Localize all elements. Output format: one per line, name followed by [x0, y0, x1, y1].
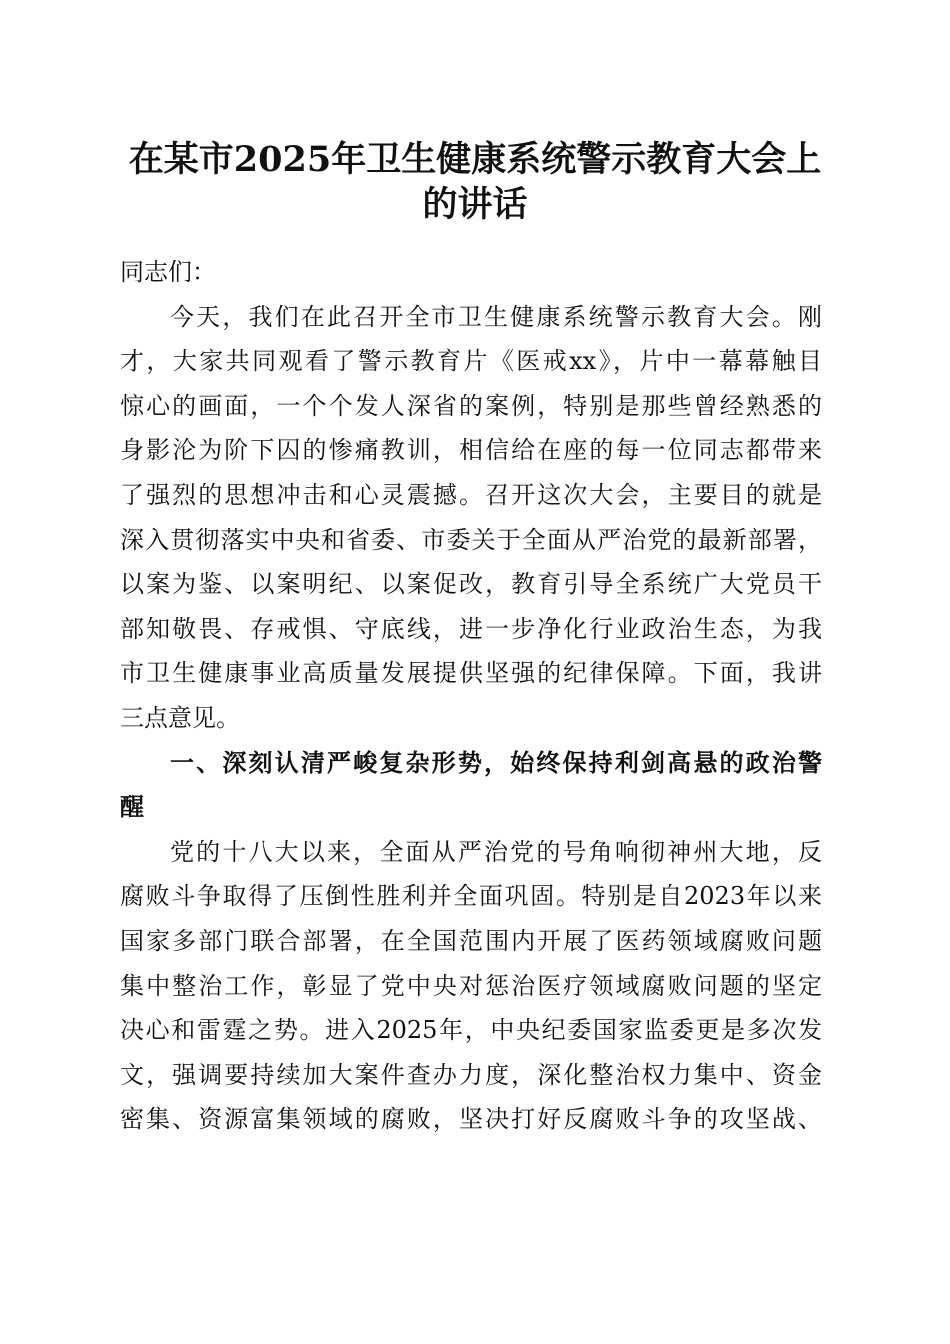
text-line: 深入贯彻落实中央和省委、市委关于全面从严治党的最新部署， [120, 525, 822, 554]
section-heading [120, 741, 822, 830]
text-line: 文，强调要持续加大案件查办力度，深化整治权力集中、资金 [120, 1060, 822, 1089]
text-line: 党的十八大以来，全面从严治党的号角响彻神州大地，反 [170, 837, 822, 866]
text-line: 才，大家共同观看了警示教育片《医戒xx》，片中一幕幕触目 [120, 347, 822, 376]
text-line: 集中整治工作，彰显了党中央对惩治医疗领域腐败问题的坚定 [120, 971, 822, 1000]
title-line-1: 在某市2025年卫生健康系统警示教育大会上 [128, 139, 822, 180]
title-line-2: 的讲话 [422, 184, 528, 225]
text-line: 一、深刻认清严峻复杂形势，始终保持利剑高悬的政治警 [170, 748, 822, 777]
document-body [120, 250, 822, 1142]
text-line: 国家多部门联合部署，在全国范围内开展了医药领域腐败问题 [120, 926, 822, 955]
text-line: 市卫生健康事业高质量发展提供坚强的纪律保障。下面，我讲 [120, 659, 822, 688]
salutation: 同志们： [120, 258, 216, 286]
text-line: 腐败斗争取得了压倒性胜利并全面巩固。特别是自2023年以来 [120, 882, 822, 911]
text-line: 以案为鉴、以案明纪、以案促改，教育引导全系统广大党员干 [120, 570, 822, 599]
text-line: 惊心的画面，一个个发人深省的案例，特别是那些曾经熟悉的 [120, 391, 822, 420]
document-title [0, 137, 950, 227]
text-line: 身影沦为阶下囚的惨痛教训，相信给在座的每一位同志都带来 [120, 436, 822, 465]
paragraph [120, 295, 822, 741]
text-line: 密集、资源富集领域的腐败，坚决打好反腐败斗争的攻坚战、 [120, 1105, 822, 1134]
paragraph [120, 830, 822, 1142]
text-line: 今天，我们在此召开全市卫生健康系统警示教育大会。刚 [170, 302, 822, 331]
text-line: 决心和雷霆之势。进入2025年，中央纪委国家监委更是多次发 [120, 1016, 822, 1045]
text-line: 醒 [120, 793, 144, 822]
text-line: 部知敬畏、存戒惧、守底线，进一步净化行业政治生态，为我 [120, 614, 822, 643]
text-line: 了强烈的思想冲击和心灵震撼。召开这次大会，主要目的就是 [120, 480, 822, 509]
text-line: 三点意见。 [120, 703, 240, 732]
